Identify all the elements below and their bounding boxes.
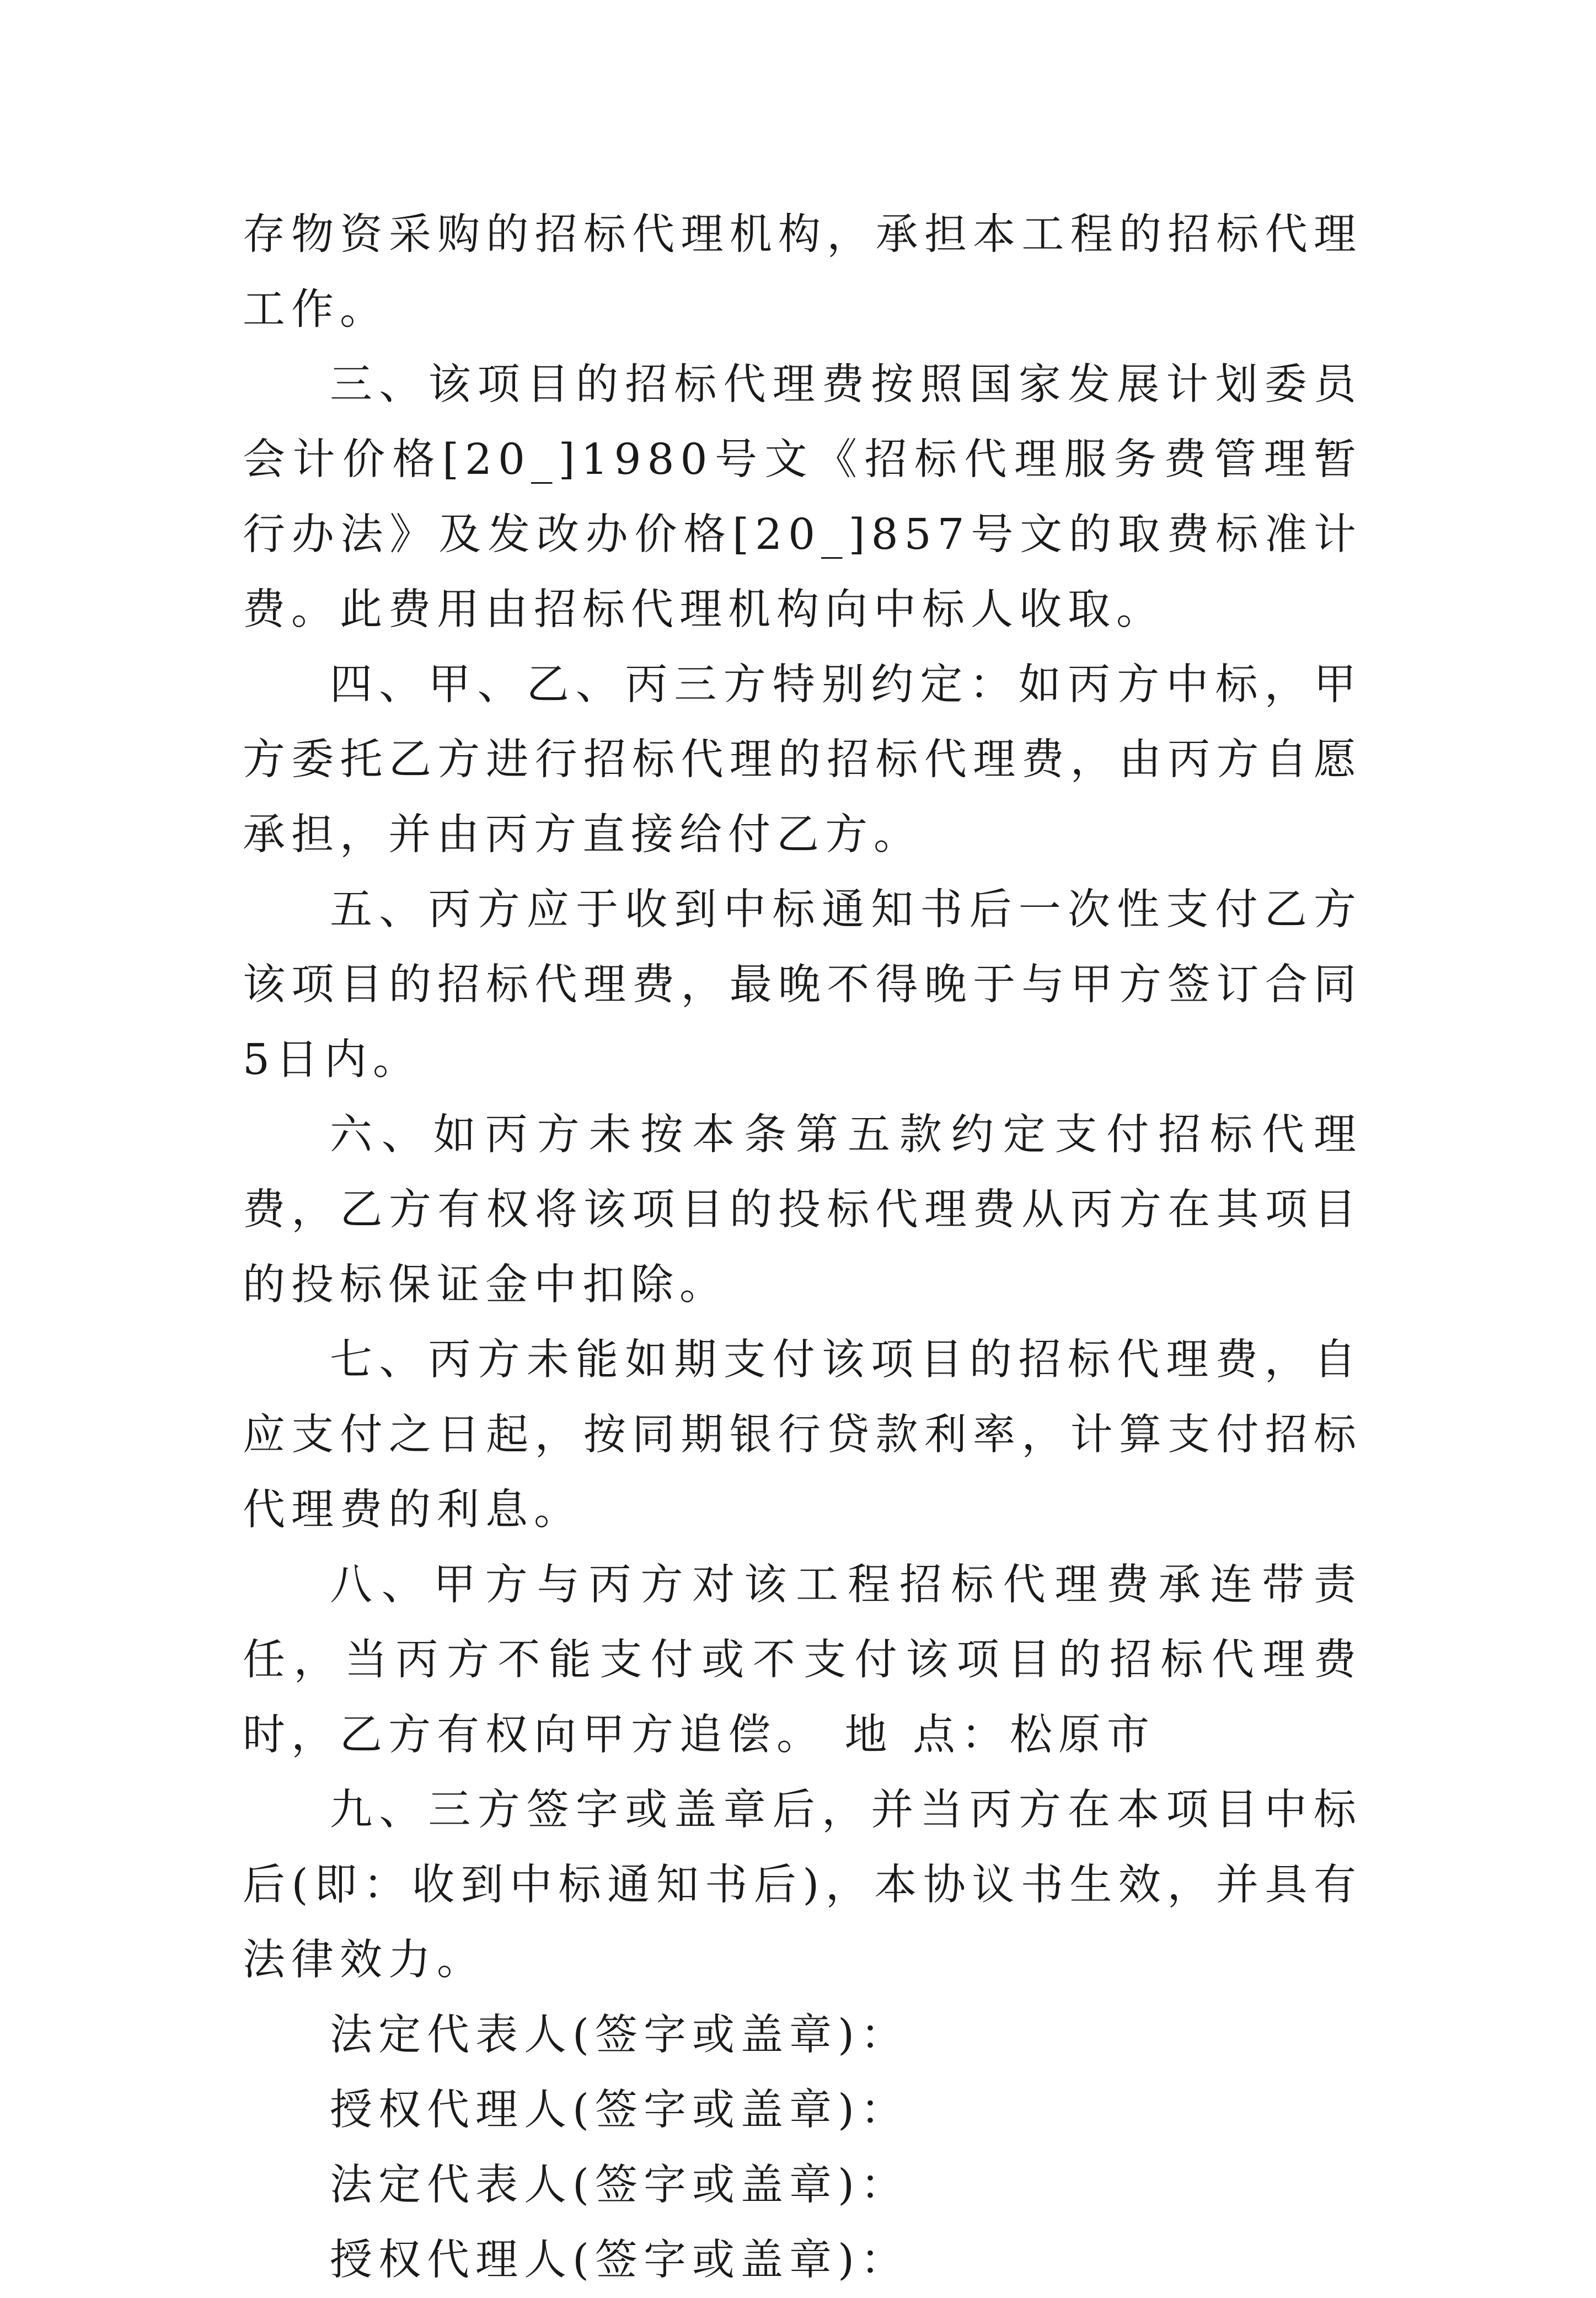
document-body: [243, 197, 1362, 2298]
signature-line-authorized-agent: 授权代理人(签字或盖章)：: [330, 2086, 909, 2135]
signature-line-legal-rep: 法定代表人(签字或盖章)：: [330, 2011, 909, 2060]
paragraph-clause-9: 九、三方签字或盖章后，并当丙方在本项目中标后(即：收到中标通知书后)，本协议书生效，并具有法律效力。: [243, 1786, 1362, 1985]
signature-line-legal-rep: 法定代表人(签字或盖章)：: [330, 2161, 909, 2210]
paragraph-clause-6: 六、如丙方未按本条第五款约定支付招标代理费，乙方有权将该项目的投标代理费从丙方在其项目的投标保证金中扣除。: [243, 1110, 1362, 1310]
signature-line-authorized-agent: 授权代理人(签字或盖章)：: [330, 2236, 909, 2285]
paragraph-continuation: 存物资采购的招标代理机构，承担本工程的招标代理工作。: [243, 210, 1362, 334]
paragraph-clause-8: 八、甲方与丙方对该工程招标代理费承连带责任，当丙方不能支付或不支付该项目的招标代理费时，乙方有权向甲方追偿。 地 点：松原市: [243, 1560, 1362, 1760]
paragraph-clause-7: 七、丙方未能如期支付该项目的招标代理费，自应支付之日起，按同期银行贷款利率，计算支付招标代理费的利息。: [243, 1335, 1362, 1535]
paragraph-clause-4: 四、甲、乙、丙三方特别约定：如丙方中标，甲方委托乙方进行招标代理的招标代理费，由丙方自愿承担，并由丙方直接给付乙方。: [243, 660, 1362, 859]
paragraph-clause-3: 三、该项目的招标代理费按照国家发展计划委员会计价格[20_]1980号文《招标代理服务费管理暂行办法》及发改办价格[20_]857号文的取费标准计费。此费用由招标代理机构向中标人收取。: [243, 360, 1362, 634]
paragraph-clause-5: 五、丙方应于收到中标通知书后一次性支付乙方该项目的招标代理费，最晚不得晚于与甲方签订合同5日内。: [243, 885, 1362, 1084]
